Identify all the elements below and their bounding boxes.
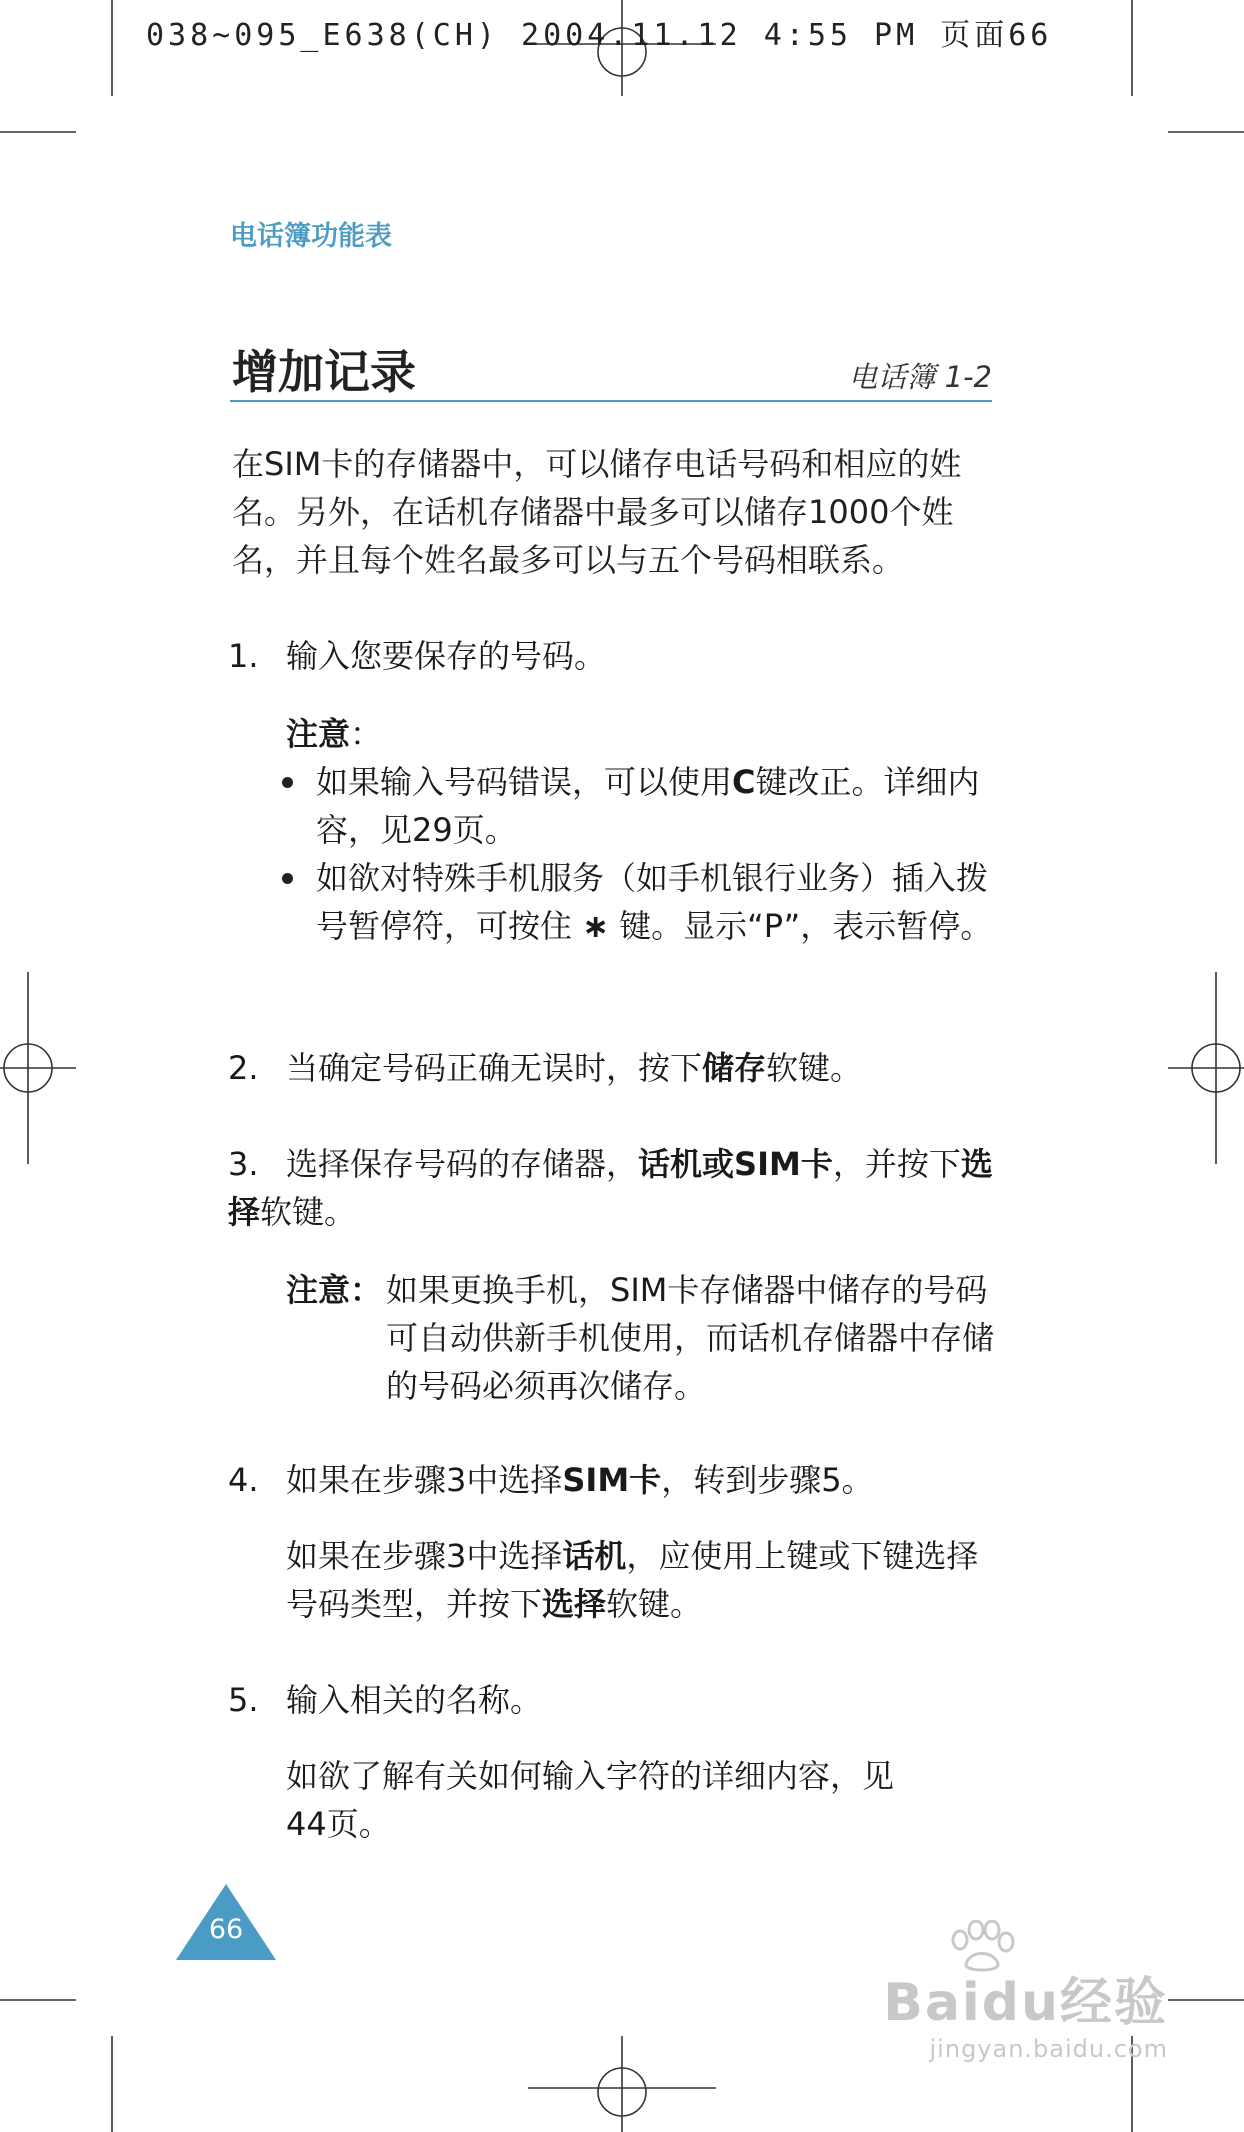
step-number: 4.	[228, 1461, 259, 1499]
step-1	[228, 632, 998, 680]
step-number: 2.	[228, 1049, 259, 1087]
star-key: ∗	[582, 907, 609, 945]
bullet-text: 如果输入号码错误，可以使用C键改正。详细内容，见29页。	[316, 763, 980, 849]
bullet-text: 如欲对特殊手机服务（如手机银行业务）插入拨号暂停符，可按住 ∗ 键。显示“P”，表示暂停。	[316, 859, 993, 945]
step-number: 5.	[228, 1681, 259, 1719]
note-label: 注意	[286, 715, 351, 753]
step-number: 3.	[228, 1145, 259, 1183]
print-header: 038~095_E638(CH) 2004.11.12 4:55 PM 页面66	[146, 18, 1053, 53]
step-3-note-text: 如果更换手机，SIM卡存储器中储存的号码可自动供新手机使用，而话机存储器中存储的号码必须再次储存。	[386, 1271, 995, 1405]
step-4-paragraph: 如果在步骤3中选择话机，应使用上键或下键选择号码类型，并按下选择软键。	[286, 1537, 979, 1623]
page-number: 66	[208, 1914, 244, 1945]
bullet-dot-icon	[282, 873, 293, 884]
step-number: 1.	[228, 637, 259, 675]
note-bullet-1	[282, 758, 1002, 854]
baidu-watermark	[883, 1960, 1168, 2063]
watermark-url: jingyan.baidu.com	[929, 2035, 1168, 2063]
note-colon: ：	[350, 715, 383, 753]
page-title: 增加记录	[232, 345, 416, 399]
step-5: 5. 输入相关的名称。	[228, 1676, 998, 1724]
bullet-dot-icon	[282, 777, 293, 788]
step-1-note-heading	[286, 710, 996, 758]
step-2: 2. 当确定号码正确无误时，按下储存软键。	[228, 1044, 998, 1092]
step-3-note-label: 注意：	[286, 1271, 383, 1309]
note-bullet-2	[282, 854, 1002, 998]
title-reference: 电话簿 1-2	[848, 360, 992, 394]
paw-icon	[946, 1920, 1018, 1976]
c-key: C	[732, 763, 756, 801]
step-text: 输入您要保存的号码。	[286, 637, 607, 675]
section-label: 电话簿功能表	[230, 221, 392, 252]
title-divider	[230, 400, 992, 402]
step-3: 3. 选择保存号码的存储器，话机或SIM卡，并按下选择软键。	[228, 1140, 998, 1236]
step-5-paragraph: 如欲了解有关如何输入字符的详细内容，见44页。	[286, 1757, 895, 1843]
watermark-main: Baidu经验	[883, 1973, 1168, 2033]
intro-paragraph: 在SIM卡的存储器中，可以储存电话号码和相应的姓名。另外，在话机存储器中最多可以储存1000个姓名，并且每个姓名最多可以与五个号码相联系。	[232, 445, 962, 579]
step-4: 4. 如果在步骤3中选择SIM卡，转到步骤5。	[228, 1456, 998, 1504]
